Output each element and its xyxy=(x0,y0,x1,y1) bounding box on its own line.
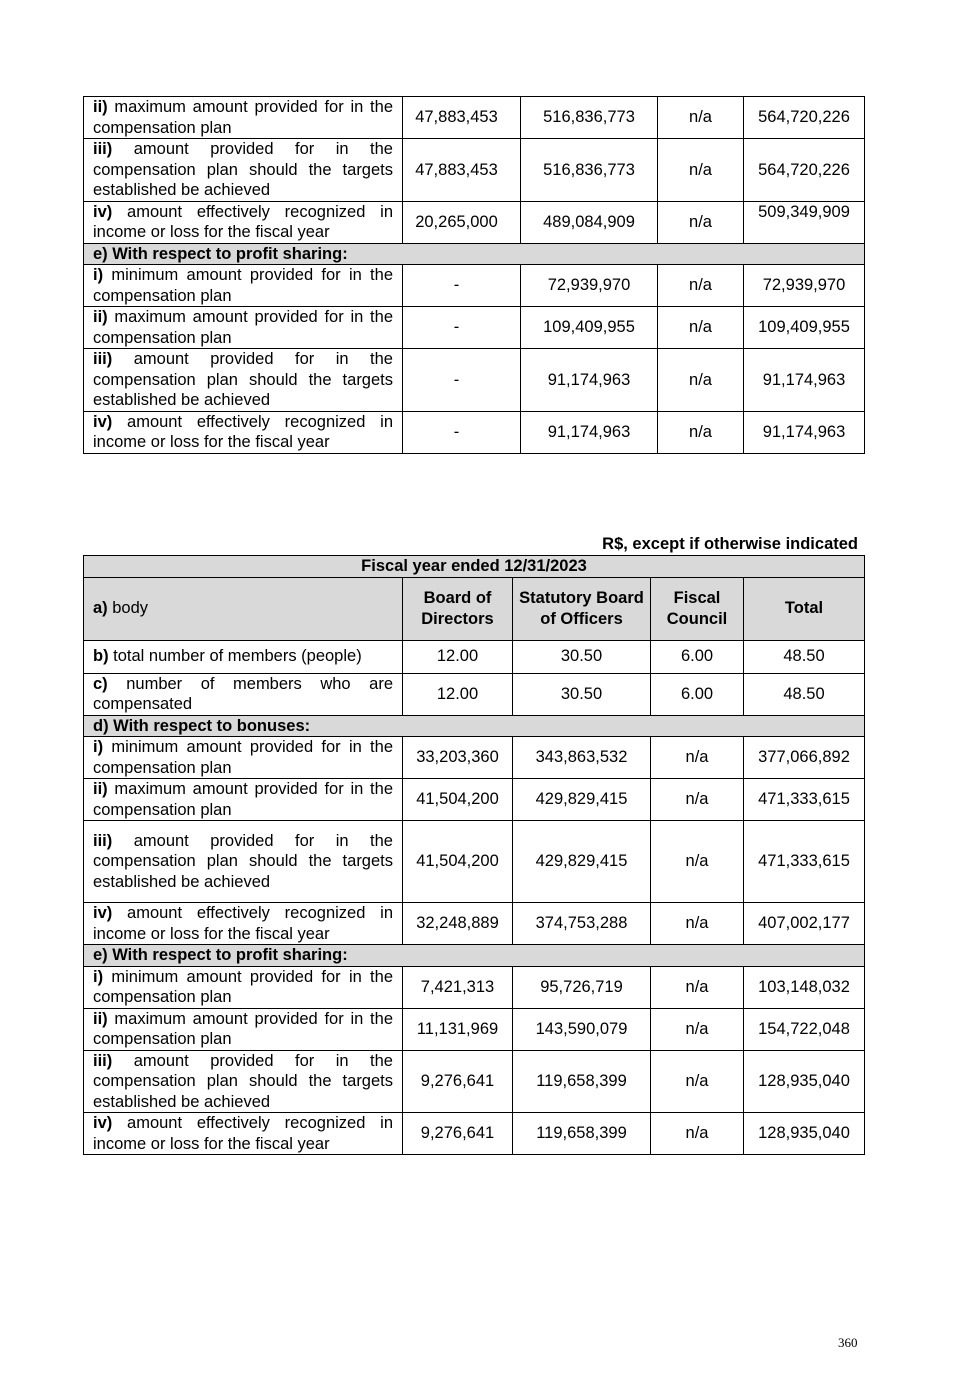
value-cell: 47,883,453 xyxy=(403,97,521,139)
value-cell: 128,935,040 xyxy=(744,1113,865,1155)
value-cell: 516,836,773 xyxy=(521,97,658,139)
table-row xyxy=(84,821,865,903)
value-cell: - xyxy=(403,411,521,453)
value-cell: 407,002,177 xyxy=(744,903,865,945)
value-cell: 12.00 xyxy=(403,640,513,673)
value-cell: 154,722,048 xyxy=(744,1008,865,1050)
value-cell: 429,829,415 xyxy=(513,779,651,821)
header-statutory-board: Statutory Board of Officers xyxy=(513,577,651,640)
row-label: c) number of members who are compensated xyxy=(84,673,403,715)
page-number: 360 xyxy=(838,1335,858,1350)
value-cell: 109,409,955 xyxy=(521,307,658,349)
value-cell: 91,174,963 xyxy=(521,349,658,412)
value-cell: 7,421,313 xyxy=(403,966,513,1008)
value-cell: n/a xyxy=(651,1050,744,1113)
table-row xyxy=(84,1113,865,1155)
section-label: e) With respect to profit sharing: xyxy=(84,945,865,967)
value-cell: n/a xyxy=(658,139,744,202)
value-cell: 12.00 xyxy=(403,673,513,715)
value-cell: 41,504,200 xyxy=(403,821,513,903)
table-header-row xyxy=(84,577,865,640)
value-cell: 20,265,000 xyxy=(403,201,521,243)
value-cell: 11,131,969 xyxy=(403,1008,513,1050)
value-cell: n/a xyxy=(651,1113,744,1155)
table-row xyxy=(84,779,865,821)
value-cell: 30.50 xyxy=(513,673,651,715)
value-cell: 374,753,288 xyxy=(513,903,651,945)
value-cell: n/a xyxy=(658,307,744,349)
row-label: ii) maximum amount provided for in the compensation plan xyxy=(84,1008,403,1050)
value-cell: 516,836,773 xyxy=(521,139,658,202)
header-total: Total xyxy=(744,577,865,640)
value-cell: 143,590,079 xyxy=(513,1008,651,1050)
profit-sharing-table-prior-year xyxy=(83,96,865,454)
value-cell: n/a xyxy=(658,265,744,307)
value-cell: n/a xyxy=(651,737,744,779)
row-label: iii) amount provided for in the compensation plan should the targets established be achieved xyxy=(84,821,403,903)
table-row xyxy=(84,97,865,139)
value-cell: 489,084,909 xyxy=(521,201,658,243)
value-cell: 47,883,453 xyxy=(403,139,521,202)
value-cell: 564,720,226 xyxy=(744,139,865,202)
row-label: iv) amount effectively recognized in income or loss for the fiscal year xyxy=(84,411,403,453)
row-label: ii) maximum amount provided for in the compensation plan xyxy=(84,779,403,821)
table-title-row xyxy=(84,556,865,578)
value-cell: - xyxy=(403,349,521,412)
row-label: iii) amount provided for in the compensation plan should the targets established be achieved xyxy=(84,1050,403,1113)
value-cell: 91,174,963 xyxy=(744,411,865,453)
value-cell: 91,174,963 xyxy=(744,349,865,412)
table-row xyxy=(84,903,865,945)
value-cell: 9,276,641 xyxy=(403,1050,513,1113)
value-cell: 9,276,641 xyxy=(403,1113,513,1155)
value-cell: - xyxy=(403,307,521,349)
header-fiscal-council: Fiscal Council xyxy=(651,577,744,640)
compensation-table-fy2023 xyxy=(83,555,865,1155)
row-label: iv) amount effectively recognized in income or loss for the fiscal year xyxy=(84,201,403,243)
value-cell: n/a xyxy=(658,97,744,139)
value-cell: 109,409,955 xyxy=(744,307,865,349)
value-cell: 32,248,889 xyxy=(403,903,513,945)
value-cell: 119,658,399 xyxy=(513,1050,651,1113)
table-title: Fiscal year ended 12/31/2023 xyxy=(84,556,865,578)
value-cell: 30.50 xyxy=(513,640,651,673)
row-label: i) minimum amount provided for in the compensation plan xyxy=(84,737,403,779)
value-cell: 564,720,226 xyxy=(744,97,865,139)
row-label: b) total number of members (people) xyxy=(84,640,403,673)
table-row xyxy=(84,349,865,412)
currency-note: R$, except if otherwise indicated xyxy=(602,535,858,553)
value-cell: 6.00 xyxy=(651,673,744,715)
row-label: iii) amount provided for in the compensation plan should the targets established be achieved xyxy=(84,139,403,202)
section-header-row xyxy=(84,243,865,265)
table-row xyxy=(84,640,865,673)
value-cell: 471,333,615 xyxy=(744,821,865,903)
value-cell: n/a xyxy=(658,349,744,412)
value-cell: 48.50 xyxy=(744,673,865,715)
value-cell: 33,203,360 xyxy=(403,737,513,779)
value-cell: 72,939,970 xyxy=(521,265,658,307)
section-header-row xyxy=(84,715,865,737)
table-row xyxy=(84,1008,865,1050)
section-header-row xyxy=(84,945,865,967)
value-cell: 429,829,415 xyxy=(513,821,651,903)
section-label: d) With respect to bonuses: xyxy=(84,715,865,737)
row-label: ii) maximum amount provided for in the compensation plan xyxy=(84,307,403,349)
table-row xyxy=(84,265,865,307)
value-cell: 471,333,615 xyxy=(744,779,865,821)
table-row xyxy=(84,201,865,243)
row-label: i) minimum amount provided for in the compensation plan xyxy=(84,966,403,1008)
value-cell: 509,349,909 xyxy=(744,201,865,243)
row-label: ii) maximum amount provided for in the compensation plan xyxy=(84,97,403,139)
row-label: iv) amount effectively recognized in income or loss for the fiscal year xyxy=(84,1113,403,1155)
value-cell: 343,863,532 xyxy=(513,737,651,779)
value-cell: n/a xyxy=(658,201,744,243)
value-cell: 72,939,970 xyxy=(744,265,865,307)
value-cell: 95,726,719 xyxy=(513,966,651,1008)
table-row xyxy=(84,139,865,202)
value-cell: 6.00 xyxy=(651,640,744,673)
value-cell: n/a xyxy=(658,411,744,453)
table-row xyxy=(84,1050,865,1113)
table-row xyxy=(84,673,865,715)
value-cell: n/a xyxy=(651,966,744,1008)
value-cell: 103,148,032 xyxy=(744,966,865,1008)
value-cell: 128,935,040 xyxy=(744,1050,865,1113)
header-board-of-directors: Board of Directors xyxy=(403,577,513,640)
row-label: i) minimum amount provided for in the compensation plan xyxy=(84,265,403,307)
row-label: iv) amount effectively recognized in income or loss for the fiscal year xyxy=(84,903,403,945)
value-cell: - xyxy=(403,265,521,307)
value-cell: 91,174,963 xyxy=(521,411,658,453)
table-row xyxy=(84,737,865,779)
value-cell: 48.50 xyxy=(744,640,865,673)
value-cell: 41,504,200 xyxy=(403,779,513,821)
value-cell: 377,066,892 xyxy=(744,737,865,779)
table-row xyxy=(84,966,865,1008)
table-row xyxy=(84,307,865,349)
value-cell: n/a xyxy=(651,821,744,903)
section-label: e) With respect to profit sharing: xyxy=(84,243,865,265)
value-cell: 119,658,399 xyxy=(513,1113,651,1155)
row-label: iii) amount provided for in the compensation plan should the targets established be achieved xyxy=(84,349,403,412)
table-row xyxy=(84,411,865,453)
value-cell: n/a xyxy=(651,779,744,821)
value-cell: n/a xyxy=(651,1008,744,1050)
header-body: a) body xyxy=(84,577,403,640)
value-cell: n/a xyxy=(651,903,744,945)
